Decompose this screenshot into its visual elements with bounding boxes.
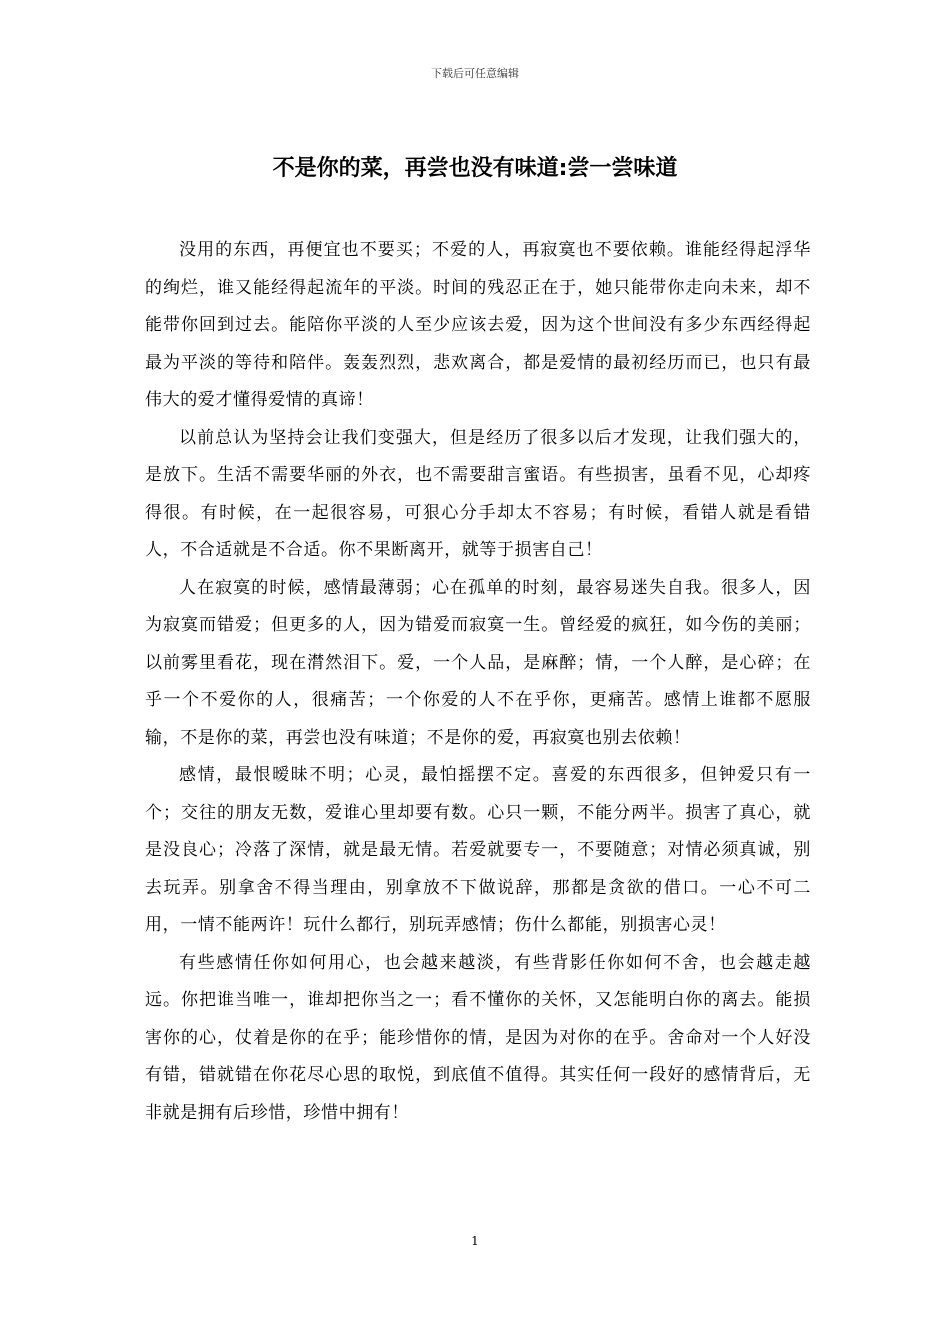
paragraph: 没用的东西，再便宜也不要买；不爱的人，再寂寞也不要依赖。谁能经得起浮华的绚烂，谁又能经得起流年的平淡。时间的残忍正在于，她只能带你走向未来，却不能带你回到过去。能陪你平淡的人至少应该去爱，因为这个世间没有多少东西经得起最为平淡的等待和陪伴。轰轰烈烈，悲欢离合，都是爱情的最初经历而已，也只有最伟大的爱才懂得爱情的真谛！ [145, 240, 811, 410]
paragraph: 人在寂寞的时候，感情最薄弱；心在孤单的时刻，最容易迷失自我。很多人，因为寂寞而错爱；但更多的人，因为错爱而寂寞一生。曾经爱的疯狂，如今伤的美丽；以前雾里看花，现在潸然泪下。爱，一个人品，是麻醉；情，一个人醉，是心碎；在乎一个不爱你的人，很痛苦；一个你爱的人不在乎你，更痛苦。感情上谁都不愿服输，不是你的菜，再尝也没有味道；不是你的爱，再寂寞也别去依赖！ [145, 577, 811, 748]
paragraph: 有些感情任你如何用心，也会越来越淡，有些背影任你如何不舍，也会越走越远。你把谁当唯一，谁却把你当之一；看不懂你的关怀，又怎能明白你的离去。能损害你的心，仗着是你的在乎；能珍惜你的情，是因为对你的在乎。舍命对一个人好没有错，错就错在你花尽心思的取悦，到底值不值得。其实任何一段好的感情背后，无非就是拥有后珍惜，珍惜中拥有！ [145, 952, 811, 1123]
paragraph: 以前总认为坚持会让我们变强大，但是经历了很多以后才发现，让我们强大的，是放下。生活不需要华丽的外衣，也不需要甜言蜜语。有些损害，虽看不见，心却疼得很。有时候，在一起很容易，可狠心分手却太不容易；有时候，看错人就是看错人，不合适就是不合适。你不果断离开，就等于损害自己！ [145, 427, 811, 560]
page-header: 下载后可任意编辑 [431, 67, 519, 80]
document-title: 不是你的菜，再尝也没有味道:尝一尝味道 [272, 156, 678, 181]
paragraph: 感情，最恨暧昧不明；心灵，最怕摇摆不定。喜爱的东西很多，但钟爱只有一个；交往的朋友无数，爱谁心里却要有数。心只一颗，不能分两半。损害了真心，就是没良心；冷落了深情，就是最无情。若爱就要专一，不要随意；对情必须真诚，别去玩弄。别拿舍不得当理由，别拿放不下做说辞，那都是贪欲的借口。一心不可二用，一情不能两许！玩什么都行，别玩弄感情；伤什么都能，别损害心灵！ [145, 765, 811, 935]
document-body [145, 232, 811, 1132]
page-number: 1 [471, 1234, 479, 1248]
